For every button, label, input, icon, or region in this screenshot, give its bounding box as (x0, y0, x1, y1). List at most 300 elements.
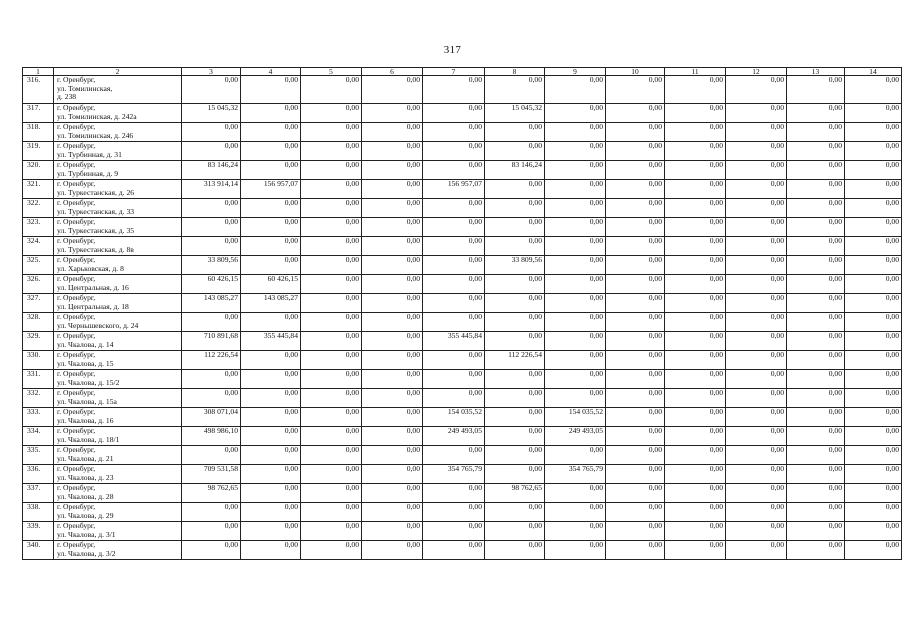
value-cell: 0,00 (845, 180, 902, 199)
value-cell: 0,00 (423, 389, 485, 408)
value-cell: 0,00 (362, 199, 423, 218)
value-cell: 0,00 (545, 76, 606, 104)
value-cell: 0,00 (606, 522, 665, 541)
row-number: 333. (23, 408, 54, 427)
address-line: ул. Харьковская, д. 8 (57, 263, 124, 273)
table-row (23, 294, 902, 313)
value-cell: 0,00 (545, 370, 606, 389)
value-cell: 0,00 (726, 522, 787, 541)
value-cell: 0,00 (362, 180, 423, 199)
column-header: 10 (606, 68, 665, 76)
value-cell: 0,00 (241, 76, 301, 104)
table-row (23, 446, 902, 465)
value-cell: 0,00 (362, 161, 423, 180)
value-cell: 0,00 (423, 275, 485, 294)
row-number: 325. (23, 256, 54, 275)
value-cell: 0,00 (301, 370, 362, 389)
value-cell: 0,00 (545, 389, 606, 408)
table-row (23, 256, 902, 275)
value-cell: 0,00 (485, 123, 545, 142)
value-cell: 154 035,52 (423, 408, 485, 427)
value-cell: 0,00 (726, 199, 787, 218)
value-cell: 0,00 (241, 503, 301, 522)
address-line: г. Оренбург, (57, 464, 96, 473)
address-cell (54, 142, 182, 161)
column-header: 2 (54, 68, 182, 76)
address-line: ул. Чкалова, д. 3/2 (57, 548, 116, 558)
value-cell: 0,00 (485, 389, 545, 408)
value-cell: 0,00 (606, 256, 665, 275)
value-cell: 0,00 (845, 465, 902, 484)
address-line: г. Оренбург, (57, 160, 96, 169)
value-cell: 0,00 (423, 142, 485, 161)
column-header: 6 (362, 68, 423, 76)
value-cell: 0,00 (845, 541, 902, 560)
value-cell: 0,00 (182, 446, 241, 465)
value-cell: 498 986,10 (182, 427, 241, 446)
value-cell: 0,00 (423, 370, 485, 389)
value-cell: 0,00 (665, 104, 726, 123)
value-cell: 0,00 (301, 294, 362, 313)
row-number: 329. (23, 332, 54, 351)
value-cell: 0,00 (301, 351, 362, 370)
value-cell: 0,00 (423, 541, 485, 560)
column-header: 14 (845, 68, 902, 76)
value-cell: 0,00 (665, 370, 726, 389)
row-number: 327. (23, 294, 54, 313)
value-cell: 0,00 (726, 408, 787, 427)
value-cell: 0,00 (301, 104, 362, 123)
address-line: ул. Чкалова, д. 28 (57, 491, 114, 501)
value-cell: 0,00 (362, 294, 423, 313)
value-cell: 0,00 (726, 446, 787, 465)
value-cell: 0,00 (182, 237, 241, 256)
value-cell: 0,00 (845, 332, 902, 351)
value-cell: 0,00 (845, 161, 902, 180)
value-cell: 0,00 (787, 313, 845, 332)
row-number: 332. (23, 389, 54, 408)
value-cell: 0,00 (845, 294, 902, 313)
header-row (23, 68, 902, 76)
value-cell: 0,00 (787, 446, 845, 465)
value-cell: 0,00 (726, 484, 787, 503)
value-cell: 0,00 (665, 256, 726, 275)
value-cell: 0,00 (301, 237, 362, 256)
value-cell: 0,00 (241, 446, 301, 465)
row-number: 318. (23, 123, 54, 142)
table-row (23, 389, 902, 408)
value-cell: 354 765,79 (423, 465, 485, 484)
value-cell: 0,00 (301, 541, 362, 560)
value-cell: 0,00 (787, 389, 845, 408)
value-cell: 0,00 (665, 408, 726, 427)
value-cell: 98 762,65 (182, 484, 241, 503)
value-cell: 0,00 (545, 161, 606, 180)
value-cell: 0,00 (182, 123, 241, 142)
table-row (23, 541, 902, 560)
value-cell: 0,00 (545, 142, 606, 161)
value-cell: 0,00 (845, 104, 902, 123)
row-number: 339. (23, 522, 54, 541)
value-cell: 0,00 (606, 218, 665, 237)
value-cell: 0,00 (362, 370, 423, 389)
value-cell: 0,00 (362, 332, 423, 351)
value-cell: 0,00 (362, 484, 423, 503)
row-number: 319. (23, 142, 54, 161)
value-cell: 0,00 (787, 484, 845, 503)
address-line: г. Оренбург, (57, 198, 96, 207)
value-cell: 143 085,27 (241, 294, 301, 313)
address-cell (54, 465, 182, 484)
value-cell: 0,00 (301, 161, 362, 180)
value-cell: 0,00 (182, 218, 241, 237)
value-cell: 0,00 (485, 199, 545, 218)
value-cell: 0,00 (726, 161, 787, 180)
value-cell: 710 891,68 (182, 332, 241, 351)
address-line: ул. Чкалова, д. 29 (57, 510, 114, 520)
row-number: 340. (23, 541, 54, 560)
table-row (23, 313, 902, 332)
table-row (23, 427, 902, 446)
address-line: г. Оренбург, (57, 426, 96, 435)
value-cell: 0,00 (665, 522, 726, 541)
value-cell: 0,00 (606, 370, 665, 389)
value-cell: 0,00 (485, 180, 545, 199)
value-cell: 0,00 (545, 199, 606, 218)
value-cell: 0,00 (545, 522, 606, 541)
row-number: 323. (23, 218, 54, 237)
value-cell: 0,00 (787, 522, 845, 541)
value-cell: 0,00 (423, 256, 485, 275)
table-row (23, 199, 902, 218)
value-cell: 0,00 (545, 484, 606, 503)
column-header: 12 (726, 68, 787, 76)
value-cell: 0,00 (606, 104, 665, 123)
column-header: 9 (545, 68, 606, 76)
value-cell: 0,00 (665, 237, 726, 256)
value-cell: 0,00 (423, 522, 485, 541)
value-cell: 0,00 (423, 104, 485, 123)
value-cell: 0,00 (423, 484, 485, 503)
page-number: 317 (443, 44, 462, 56)
value-cell: 0,00 (845, 389, 902, 408)
value-cell: 0,00 (423, 351, 485, 370)
address-cell (54, 370, 182, 389)
table-row (23, 275, 902, 294)
address-line: г. Оренбург, (57, 217, 96, 226)
value-cell: 0,00 (301, 446, 362, 465)
table-row (23, 76, 902, 104)
value-cell: 0,00 (606, 313, 665, 332)
address-cell (54, 427, 182, 446)
value-cell: 0,00 (787, 142, 845, 161)
value-cell: 0,00 (787, 332, 845, 351)
value-cell: 308 071,04 (182, 408, 241, 427)
address-cell (54, 161, 182, 180)
value-cell: 354 765,79 (545, 465, 606, 484)
value-cell: 0,00 (665, 541, 726, 560)
value-cell: 0,00 (726, 142, 787, 161)
row-number: 331. (23, 370, 54, 389)
value-cell: 0,00 (787, 123, 845, 142)
address-cell (54, 294, 182, 313)
value-cell: 0,00 (423, 294, 485, 313)
value-cell: 0,00 (241, 389, 301, 408)
column-header: 7 (423, 68, 485, 76)
address-line: ул. Чкалова, д. 23 (57, 472, 114, 482)
address-cell (54, 275, 182, 294)
address-line: ул. Турбинная, д. 9 (57, 168, 119, 178)
value-cell: 0,00 (726, 332, 787, 351)
value-cell: 0,00 (606, 199, 665, 218)
value-cell: 0,00 (726, 218, 787, 237)
value-cell: 0,00 (845, 427, 902, 446)
value-cell: 0,00 (665, 161, 726, 180)
value-cell: 0,00 (665, 503, 726, 522)
value-cell: 112 226,54 (485, 351, 545, 370)
address-cell (54, 76, 182, 104)
value-cell: 0,00 (485, 503, 545, 522)
value-cell: 0,00 (362, 389, 423, 408)
value-cell: 0,00 (787, 237, 845, 256)
value-cell: 0,00 (845, 256, 902, 275)
value-cell: 156 957,07 (423, 180, 485, 199)
table-row (23, 123, 902, 142)
value-cell: 0,00 (423, 446, 485, 465)
value-cell: 0,00 (665, 313, 726, 332)
value-cell: 0,00 (726, 256, 787, 275)
address-line: ул. Томилинская, д. 246 (57, 130, 134, 140)
row-number: 335. (23, 446, 54, 465)
address-line: ул. Центральная, д. 18 (57, 301, 129, 311)
value-cell: 0,00 (485, 446, 545, 465)
address-line: г. Оренбург, (57, 483, 96, 492)
value-cell: 83 146,24 (182, 161, 241, 180)
value-cell: 0,00 (845, 370, 902, 389)
value-cell: 0,00 (787, 408, 845, 427)
address-line: ул. Чкалова, д. 14 (57, 339, 114, 349)
value-cell: 0,00 (545, 218, 606, 237)
value-cell: 0,00 (241, 522, 301, 541)
row-number: 316. (23, 76, 54, 104)
value-cell: 0,00 (787, 104, 845, 123)
value-cell: 0,00 (845, 275, 902, 294)
value-cell: 0,00 (182, 541, 241, 560)
value-cell: 0,00 (845, 142, 902, 161)
table-row (23, 218, 902, 237)
value-cell: 709 531,58 (182, 465, 241, 484)
address-line: г. Оренбург, (57, 141, 96, 150)
value-cell: 0,00 (665, 199, 726, 218)
value-cell: 0,00 (665, 275, 726, 294)
value-cell: 143 085,27 (182, 294, 241, 313)
value-cell: 0,00 (362, 275, 423, 294)
address-cell (54, 180, 182, 199)
value-cell: 0,00 (665, 332, 726, 351)
table-body (23, 76, 902, 560)
value-cell: 0,00 (362, 503, 423, 522)
value-cell: 0,00 (726, 313, 787, 332)
value-cell: 0,00 (665, 218, 726, 237)
value-cell: 0,00 (545, 256, 606, 275)
value-cell: 0,00 (485, 76, 545, 104)
value-cell: 0,00 (362, 351, 423, 370)
row-number: 338. (23, 503, 54, 522)
value-cell: 0,00 (726, 76, 787, 104)
value-cell: 0,00 (606, 408, 665, 427)
value-cell: 83 146,24 (485, 161, 545, 180)
value-cell: 0,00 (485, 408, 545, 427)
address-line: г. Оренбург, (57, 331, 96, 340)
value-cell: 0,00 (301, 522, 362, 541)
value-cell: 0,00 (485, 332, 545, 351)
table-row (23, 161, 902, 180)
value-cell: 0,00 (301, 76, 362, 104)
data-table (22, 67, 902, 560)
value-cell: 0,00 (606, 237, 665, 256)
value-cell: 0,00 (241, 142, 301, 161)
address-line: г. Оренбург, (57, 255, 96, 264)
address-line: г. Оренбург, (57, 236, 96, 245)
row-number: 317. (23, 104, 54, 123)
value-cell: 0,00 (182, 313, 241, 332)
table-row (23, 465, 902, 484)
value-cell: 0,00 (301, 123, 362, 142)
value-cell: 0,00 (665, 142, 726, 161)
value-cell: 0,00 (545, 237, 606, 256)
value-cell: 0,00 (182, 389, 241, 408)
value-cell: 156 957,07 (241, 180, 301, 199)
value-cell: 0,00 (241, 123, 301, 142)
value-cell: 0,00 (665, 294, 726, 313)
value-cell: 15 045,32 (485, 104, 545, 123)
address-line: ул. Чкалова, д. 15/2 (57, 377, 120, 387)
address-cell (54, 389, 182, 408)
value-cell: 0,00 (787, 351, 845, 370)
value-cell: 0,00 (182, 522, 241, 541)
value-cell: 0,00 (182, 370, 241, 389)
value-cell: 0,00 (362, 256, 423, 275)
value-cell: 0,00 (545, 275, 606, 294)
value-cell: 0,00 (845, 503, 902, 522)
value-cell: 0,00 (665, 76, 726, 104)
address-cell (54, 256, 182, 275)
address-line: г. Оренбург, (57, 103, 96, 112)
value-cell: 0,00 (606, 389, 665, 408)
value-cell: 0,00 (606, 484, 665, 503)
row-number: 334. (23, 427, 54, 446)
value-cell: 154 035,52 (545, 408, 606, 427)
value-cell: 0,00 (485, 541, 545, 560)
value-cell: 112 226,54 (182, 351, 241, 370)
value-cell: 0,00 (845, 446, 902, 465)
value-cell: 0,00 (485, 237, 545, 256)
value-cell: 0,00 (606, 142, 665, 161)
value-cell: 0,00 (362, 123, 423, 142)
value-cell: 0,00 (301, 408, 362, 427)
value-cell: 0,00 (241, 351, 301, 370)
address-line: г. Оренбург, (57, 407, 96, 416)
value-cell: 0,00 (545, 123, 606, 142)
address-line: д. 238 (57, 92, 77, 102)
value-cell: 0,00 (301, 332, 362, 351)
value-cell: 0,00 (241, 541, 301, 560)
value-cell: 0,00 (301, 465, 362, 484)
value-cell: 0,00 (606, 161, 665, 180)
value-cell: 0,00 (726, 237, 787, 256)
value-cell: 0,00 (241, 408, 301, 427)
value-cell: 0,00 (362, 408, 423, 427)
address-line: ул. Чкалова, д. 15 (57, 358, 114, 368)
address-cell (54, 123, 182, 142)
value-cell: 0,00 (845, 218, 902, 237)
value-cell: 0,00 (726, 104, 787, 123)
value-cell: 0,00 (362, 446, 423, 465)
value-cell: 0,00 (845, 76, 902, 104)
value-cell: 60 426,15 (241, 275, 301, 294)
value-cell: 0,00 (787, 256, 845, 275)
row-number: 337. (23, 484, 54, 503)
value-cell: 0,00 (423, 161, 485, 180)
value-cell: 0,00 (241, 313, 301, 332)
value-cell: 0,00 (665, 465, 726, 484)
value-cell: 0,00 (485, 522, 545, 541)
value-cell: 0,00 (726, 427, 787, 446)
value-cell: 0,00 (423, 503, 485, 522)
value-cell: 0,00 (845, 123, 902, 142)
address-cell (54, 199, 182, 218)
value-cell: 0,00 (182, 76, 241, 104)
value-cell: 0,00 (726, 541, 787, 560)
row-number: 320. (23, 161, 54, 180)
value-cell: 0,00 (362, 465, 423, 484)
value-cell: 0,00 (606, 275, 665, 294)
address-line: ул. Чкалова, д. 3/1 (57, 529, 116, 539)
value-cell: 0,00 (485, 370, 545, 389)
value-cell: 313 914,14 (182, 180, 241, 199)
value-cell: 0,00 (726, 275, 787, 294)
value-cell: 0,00 (485, 294, 545, 313)
value-cell: 0,00 (423, 218, 485, 237)
table-row (23, 351, 902, 370)
value-cell: 0,00 (545, 541, 606, 560)
address-line: ул. Туркестанская, д. 33 (57, 206, 135, 216)
value-cell: 0,00 (845, 237, 902, 256)
address-cell (54, 446, 182, 465)
row-number: 330. (23, 351, 54, 370)
value-cell: 0,00 (726, 180, 787, 199)
address-line: г. Оренбург, (57, 75, 96, 84)
value-cell: 0,00 (362, 237, 423, 256)
value-cell: 0,00 (787, 218, 845, 237)
address-line: ул. Чкалова, д. 21 (57, 453, 114, 463)
value-cell: 0,00 (301, 218, 362, 237)
value-cell: 0,00 (845, 199, 902, 218)
value-cell: 0,00 (606, 180, 665, 199)
address-line: ул. Чкалова, д. 16 (57, 415, 114, 425)
table-row (23, 370, 902, 389)
value-cell: 0,00 (545, 351, 606, 370)
address-cell (54, 104, 182, 123)
value-cell: 0,00 (301, 275, 362, 294)
value-cell: 0,00 (362, 76, 423, 104)
value-cell: 0,00 (301, 142, 362, 161)
row-number: 336. (23, 465, 54, 484)
value-cell: 0,00 (545, 503, 606, 522)
address-line: г. Оренбург, (57, 388, 96, 397)
address-cell (54, 351, 182, 370)
table-row (23, 180, 902, 199)
